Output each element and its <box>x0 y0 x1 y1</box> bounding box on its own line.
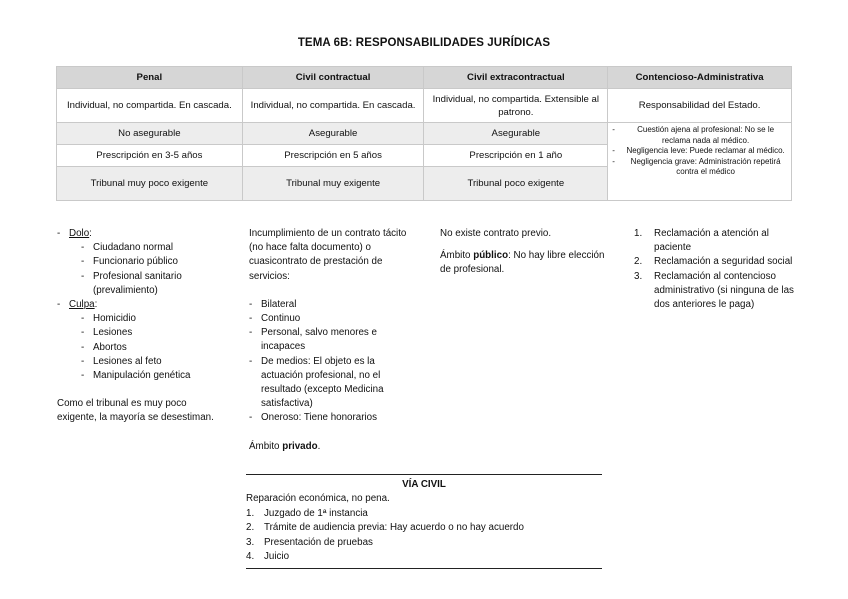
extracontractual-details <box>440 227 605 278</box>
list-item: - Abortos <box>57 341 227 355</box>
table-cell: Prescripción en 3-5 años <box>57 145 243 167</box>
contractual-details <box>249 227 419 454</box>
header-contencioso: Contencioso-Administrativa <box>608 67 792 89</box>
list-item: 2. Trámite de audiencia previa: Hay acuerdo o no hay acuerdo <box>246 522 524 534</box>
list-item: 3. Reclamación al contencioso administrativo (si ninguna de las dos anteriores le paga) <box>634 270 794 311</box>
table-header-row <box>57 67 792 89</box>
responsibilities-table <box>56 66 792 201</box>
dolo-heading: - Dolo: <box>57 227 227 241</box>
list-item: - Oneroso: Tiene honorarios <box>249 411 419 425</box>
via-civil-box <box>246 474 602 569</box>
table-cell: Individual, no compartida. En cascada. <box>242 89 424 123</box>
table-cell: Tribunal muy poco exigente <box>57 167 243 201</box>
table-cell: Responsabilidad del Estado. <box>608 89 792 123</box>
list-item: - Homicidio <box>57 312 227 326</box>
table-cell: No asegurable <box>57 123 243 145</box>
table-row <box>57 89 792 123</box>
ambito-value: público <box>473 250 509 262</box>
list-item: 4. Juicio <box>246 551 290 563</box>
via-civil-title: VÍA CIVIL <box>402 479 446 490</box>
header-civil-contractual: Civil contractual <box>242 67 424 89</box>
contencioso-conditions-cell <box>608 123 792 201</box>
list-item: - Personal, salvo menores e incapaces <box>249 326 419 354</box>
list-item: - Ciudadano normal <box>57 241 227 255</box>
penal-details <box>57 227 227 426</box>
list-item: - Continuo <box>249 312 419 326</box>
ambito-value: privado <box>282 440 318 452</box>
culpa-label: Culpa <box>69 299 95 311</box>
page-title: TEMA 6B: RESPONSABILIDADES JURÍDICAS <box>297 37 551 49</box>
contencioso-details <box>630 227 795 312</box>
table-cell: Asegurable <box>424 123 608 145</box>
penal-note: Como el tribunal es muy poco exigente, la mayoría se desestiman. <box>57 398 214 424</box>
table-cell: Individual, no compartida. En cascada. <box>57 89 243 123</box>
list-item: - Lesiones <box>57 326 227 340</box>
list-item: 1. Reclamación a atención al paciente <box>634 228 769 254</box>
via-civil-intro: Reparación económica, no pena. <box>246 493 390 505</box>
list-item: - De medios: El objeto es la actuación profesional, no el resultado (excepto Medicina satisfactiva) <box>249 355 419 412</box>
extracontractual-ambito: Ámbito público: No hay libre elección de profesional. <box>440 250 605 276</box>
list-item: - Negligencia grave: Administración repetirá contra el médico <box>612 157 787 178</box>
list-item: - Funcionario público <box>57 255 227 269</box>
list-item: - Profesional sanitario (prevalimiento) <box>57 270 227 298</box>
list-item: 2. Reclamación a seguridad social <box>634 256 793 268</box>
contractual-ambito: Ámbito privado. <box>249 440 321 452</box>
table-cell: Tribunal poco exigente <box>424 167 608 201</box>
header-civil-extracontractual: Civil extracontractual <box>424 67 608 89</box>
dolo-label: Dolo <box>69 228 90 239</box>
table-cell: Tribunal muy exigente <box>242 167 424 201</box>
header-penal: Penal <box>57 67 243 89</box>
table-cell: Individual, no compartida. Extensible al patrono. <box>424 89 608 123</box>
list-item: - Manipulación genética <box>57 369 227 383</box>
table-row <box>57 123 792 145</box>
table-cell: Asegurable <box>242 123 424 145</box>
extracontractual-line: No existe contrato previo. <box>440 228 552 239</box>
list-item: 3. Presentación de pruebas <box>246 536 373 548</box>
list-item: - Bilateral <box>249 298 419 312</box>
table-cell: Prescripción en 1 año <box>424 145 608 167</box>
table-cell: Prescripción en 5 años <box>242 145 424 167</box>
list-item: - Negligencia leve: Puede reclamar al médico. <box>612 146 787 157</box>
contractual-intro: Incumplimiento de un contrato tácito (no hace falta documento) o cuasicontrato de prestación de servicios: <box>249 228 407 282</box>
list-item: 1. Juzgado de 1ª instancia <box>246 507 368 519</box>
culpa-heading: - Culpa: <box>57 298 227 312</box>
list-item: - Lesiones al feto <box>57 355 227 369</box>
list-item: - Cuestión ajena al profesional: No se le reclama nada al médico. <box>612 125 787 146</box>
